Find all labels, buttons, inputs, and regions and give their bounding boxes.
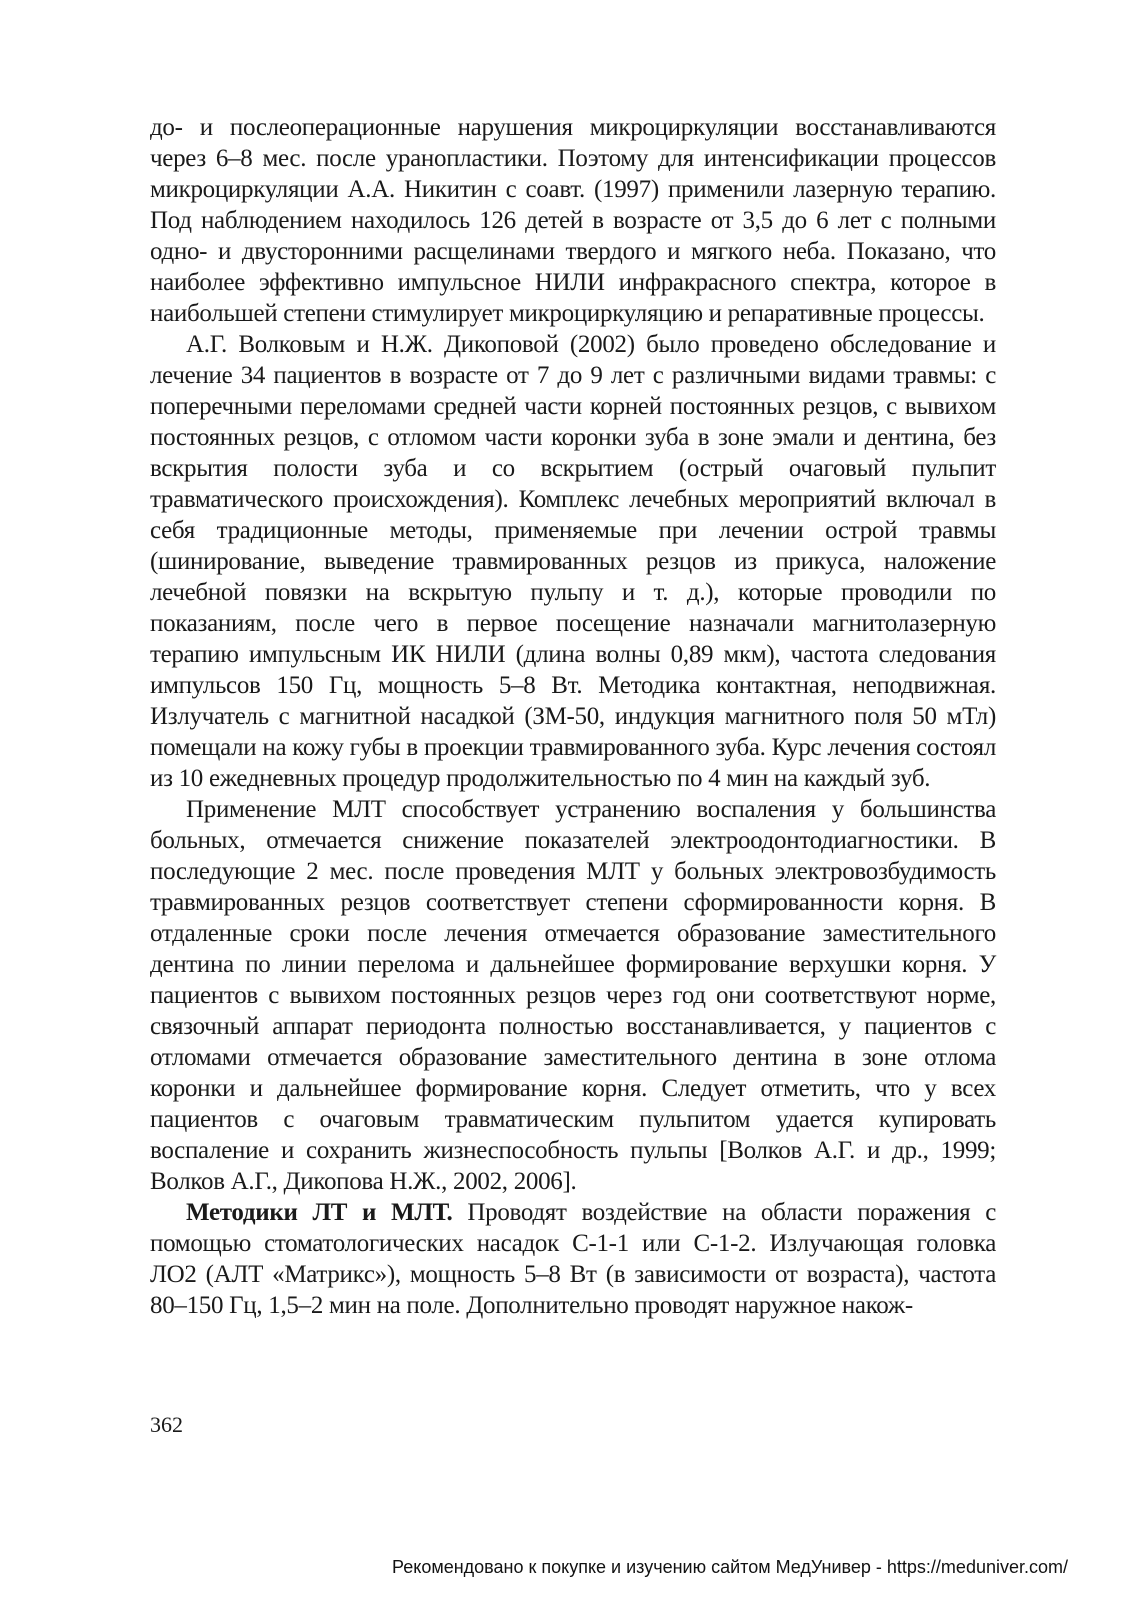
paragraph-4-lead: Методики ЛТ и МЛТ. <box>186 1199 453 1226</box>
paragraph-2: А.Г. Волковым и Н.Ж. Дикоповой (2002) было проведено обследование и лечение 34 пациентов в возрасте от 7 до 9 лет с различными видами травмы: с поперечными переломами средней части корней постоянных резцов, с вывихом постоянных резцов, с отломом части коронки зуба в зоне эмали и дентина, без вскрытия полости зуба и со вскрытием (острый очаговый пульпит травматического происхождения). Комплекс лечебных мероприятий включал в себя традиционные методы, применяемые при лечении острой травмы (шинирование, выведение травмированных резцов из прикуса, наложение лечебной повязки на вскрытую пульпу и т. д.), которые проводили по показаниям, после чего в первое посещение назначали магнитолазерную терапию импульсным ИК НИЛИ (длина волны 0,89 мкм), частота следования импульсов 150 Гц, мощность 5–8 Вт. Методика контактная, неподвижная. Излучатель с магнитной насадкой (ЗМ-50, индукция магнитного поля 50 мТл) помещали на кожу губы в проекции травмированного зуба. Курс лечения состоял из 10 ежедневных процедур продолжительностью по 4 мин на каждый зуб. <box>150 331 996 792</box>
page-body <box>150 112 996 1321</box>
footer-watermark: Рекомендовано к покупке и изучению сайтом МедУнивер - https://meduniver.com/ <box>392 1557 1068 1577</box>
paragraph-4 <box>150 1197 996 1321</box>
paragraph-1: до- и послеоперационные нарушения микроциркуляции восстанавливаются через 6–8 мес. после уранопластики. Поэтому для интенсификации процессов микроциркуляции А.А. Никитин с соавт. (1997) применили лазерную терапию. Под наблюдением находилось 126 детей в возрасте от 3,5 до 6 лет с полными одно- и двусторонними расщелинами твердого и мягкого неба. Показано, что наиболее эффективно импульсное НИЛИ инфракрасного спектра, которое в наибольшей степени стимулирует микроциркуляцию и репаративные процессы. <box>150 114 996 327</box>
page-number: 362 <box>150 1412 183 1437</box>
paragraph-3: Применение МЛТ способствует устранению воспаления у большинства больных, отмечается снижение показателей электроодонтодиагностики. В последующие 2 мес. после проведения МЛТ у больных электровозбудимость травмированных резцов соответствует степени сформированности корня. В отдаленные сроки после лечения отмечается образование заместительного дентина по линии перелома и дальнейшее формирование верхушки корня. У пациентов с вывихом постоянных резцов через год они соответствуют норме, связочный аппарат периодонта полностью восстанавливается, у пациентов с отломами отмечается образование заместительного дентина в зоне отлома коронки и дальнейшее формирование корня. Следует отметить, что у всех пациентов с очаговым травматическим пульпитом удается купировать воспаление и сохранить жизнеспособность пульпы [Волков А.Г. и др., 1999; Волков А.Г., Дикопова Н.Ж., 2002, 2006]. <box>150 796 996 1195</box>
paragraph-4-text: Проводят воздействие на области поражения с помощью стоматологических насадок С-1-1 или С-1-2. Излучающая головка ЛО2 (АЛТ «Матрикс»), мощность 5–8 Вт (в зависимости от возраста), частота 80–150 Гц, 1,5–2 мин на поле. Дополнительно проводят наружное накож- <box>150 1199 996 1319</box>
